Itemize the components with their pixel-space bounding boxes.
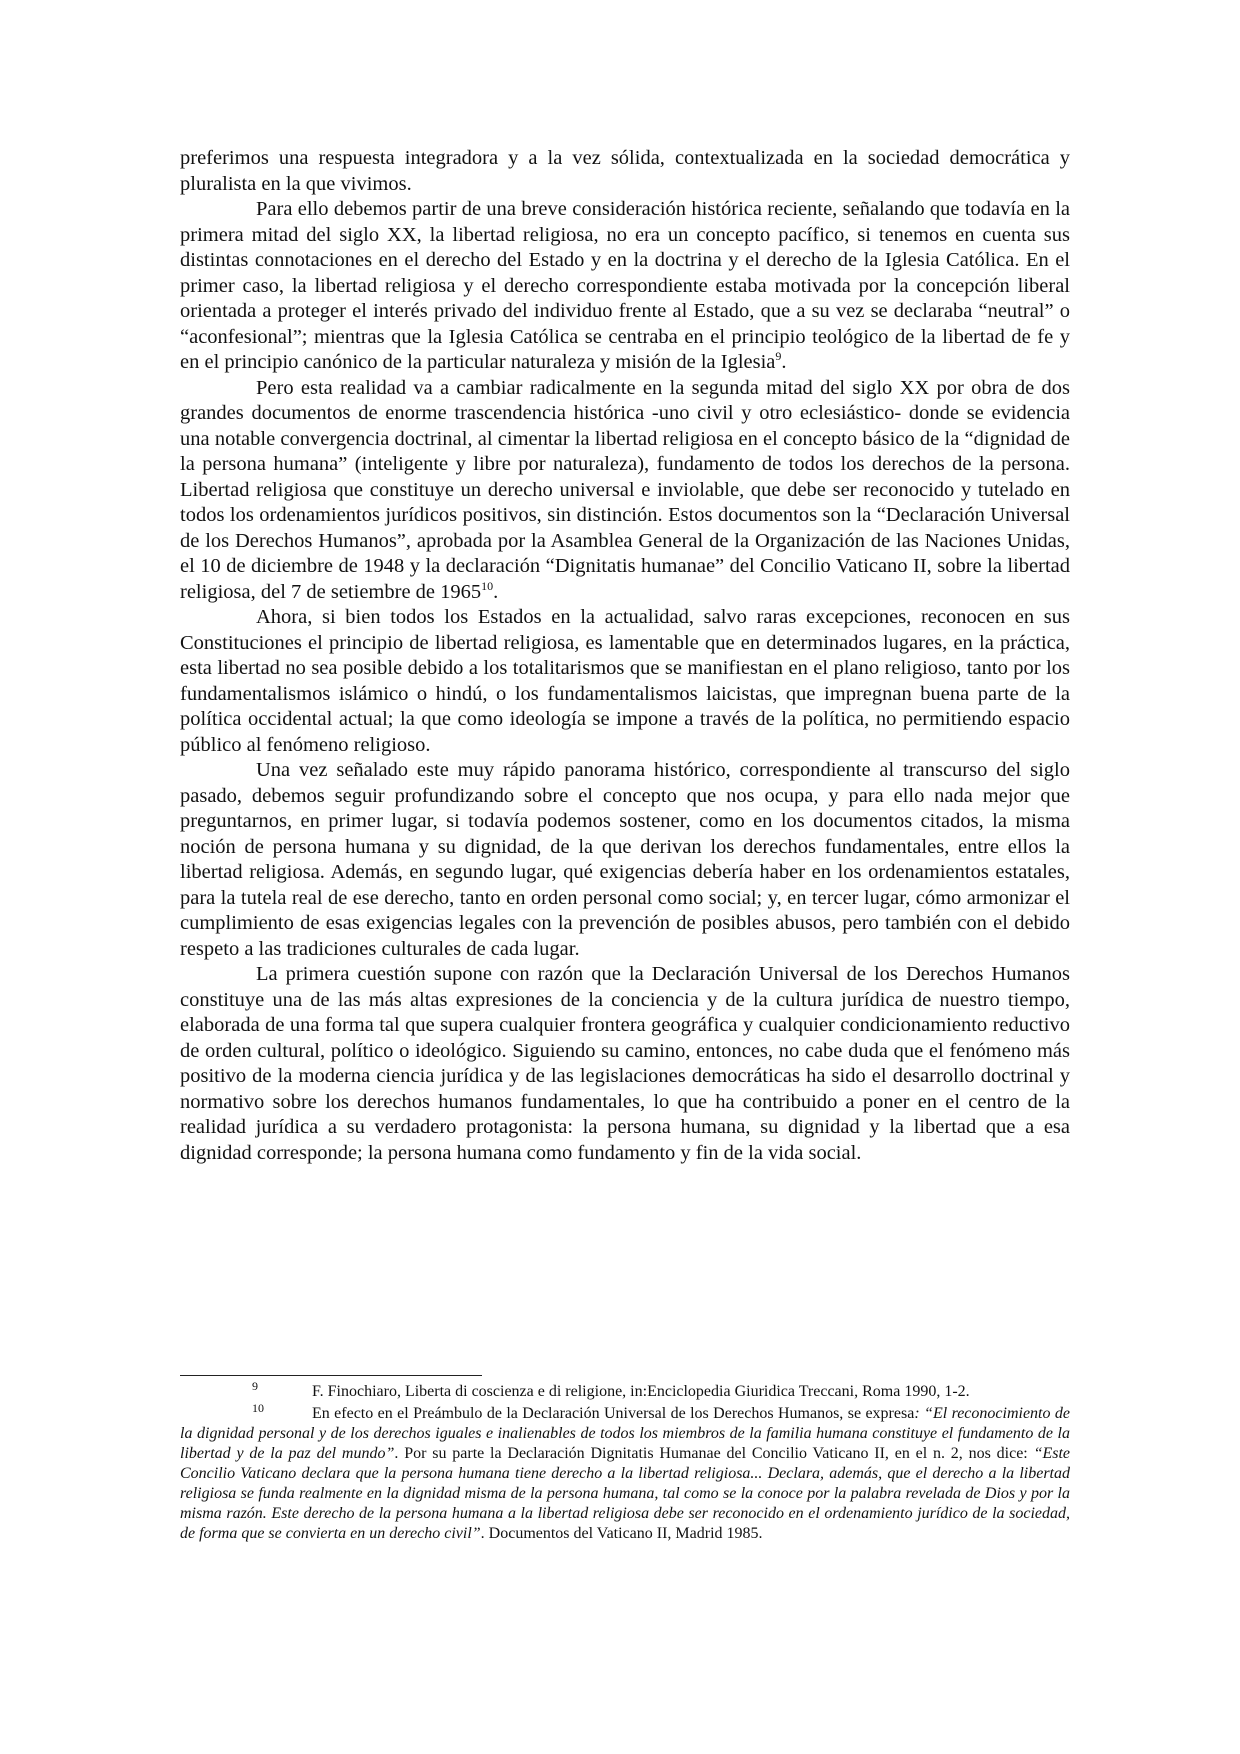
paragraph-3-text: Pero esta realidad va a cambiar radicalmente en la segunda mitad del siglo XX por obra de dos grandes documentos de enorme trascendencia histórica -uno civil y otro eclesiástico- donde se evidencia una notable convergencia doctrinal, al cimentar la libertad religiosa en el concepto básico de la “dignidad de la persona humana” (inteligente y libre por naturaleza), fundamento de todos los derechos de la persona. Libertad religiosa que constituye un derecho universal e inviolable, que debe ser reconocido y tutelado en todos los ordenamientos jurídicos positivos, sin distinción. Estos documentos son la “Declaración Universal de los Derechos Humanos”, aprobada por la Asamblea General de la Organización de las Naciones Unidas, el 10 de diciembre de 1948 y la declaración “Dignitatis humanae” del Concilio Vaticano II, sobre la libertad religiosa, del 7 de setiembre de 1965: [180, 376, 1070, 603]
paragraph-2-text: Para ello debemos partir de una breve consideración histórica reciente, señalando que todavía en la primera mitad del siglo XX, la libertad religiosa, no era un concepto pacífico, si tenemos en cuenta sus distintas connotaciones en el derecho del Estado y en la doctrina y el derecho de la Iglesia Católica. En el primer caso, la libertad religiosa y el derecho correspondiente estaba motivada por la concepción liberal orientada a proteger el interés privado del individuo frente al Estado, que a su vez se declaraba “neutral” o “aconfesional”; mientras que la Iglesia Católica se centraba en el principio teológico de la libertad de fe y en el principio canónico de la particular naturaleza y misión de la Iglesia: [180, 198, 1070, 373]
footnote-10-text-c: . Documentos del Vaticano II, Madrid 1985.: [480, 1525, 763, 1542]
paragraph-2-end: .: [781, 351, 787, 373]
paragraph-3-end: .: [493, 580, 499, 603]
paragraph-2: [180, 197, 1070, 376]
paragraph-4: [180, 605, 1070, 758]
footnote-10-text-a: En efecto en el Preámbulo de la Declaración Universal de los Derechos Humanos, se expresa: [312, 1405, 915, 1422]
footnote-10-quote-1: “El reconocimiento de la dignidad personal y de los derechos iguales e inalienables de todos los miembros de la familia humana constituye el fundamento de la libertad y de la paz del mundo”: [180, 1405, 1071, 1462]
footnote-10-marker: 10: [252, 1401, 264, 1415]
paragraph-6-text: La primera cuestión supone con razón que la Declaración Universal de los Derechos Humanos constituye una de las más altas expresiones de la conciencia y de la cultura jurídica de nuestro tiempo, elaborada de una forma tal que supera cualquier frontera geográfica y cualquier condicionamiento reductivo de orden cultural, político o ideológico. Siguiendo su camino, entonces, no cabe duda que el fenómeno más positivo de la moderna ciencia jurídica y de las legislaciones democráticas ha sido el desarrollo doctrinal y normativo sobre los derechos humanos fundamentales, lo que ha contribuido a poner en el centro de la realidad jurídica a su verdadero protagonista: la persona humana, su dignidad y la libertad que a esa dignidad corresponde; la persona humana como fundamento y fin de la vida social.: [180, 963, 1070, 1164]
document-body: [180, 146, 1070, 1166]
footnote-10: [180, 1401, 1071, 1544]
footnotes: [180, 1379, 1071, 1544]
paragraph-4-text: Ahora, si bien todos los Estados en la actualidad, salvo raras excepciones, reconocen en sus Constituciones el principio de libertad religiosa, es lamentable que en determinados lugares, en la práctica, esta libertad no sea posible debido a los totalitarismos que se manifiestan en el plano religioso, tanto por los fundamentalismos islámico o hindú, o los fundamentalismos laicistas, que impregnan buena parte de la política occidental actual; la que como ideología se impone a través de la política, no permitiendo espacio público al fenómeno religioso.: [180, 606, 1070, 756]
paragraph-1-text: preferimos una respuesta integradora y a la vez sólida, contextualizada en la sociedad democrática y pluralista en la que vivimos.: [180, 147, 1070, 195]
footnote-ref-10[interactable]: 10: [481, 578, 494, 593]
footnote-9-marker: 9: [252, 1379, 258, 1393]
footnote-10-colon: :: [914, 1405, 920, 1422]
footnote-9: [180, 1379, 1070, 1402]
footnote-10-quote-2: “Este Concilio Vaticano declara que la persona humana tiene derecho a la libertad religiosa... Declara, además, que el derecho a la libertad religiosa se funda realmente en la dignidad misma de la persona humana, tal como se la conoce por la palabra revelada de Dios y por la misma razón. Este derecho de la persona humana a la libertad religiosa debe ser reconocido en el ordenamiento jurídico de la sociedad, de forma que se convierta en un derecho civil”: [180, 1445, 1071, 1542]
paragraph-5-text: Una vez señalado este muy rápido panorama histórico, correspondiente al transcurso del siglo pasado, debemos seguir profundizando sobre el concepto que nos ocupa, y para ello nada mejor que preguntarnos, en primer lugar, si todavía podemos sostener, como en los documentos citados, la misma noción de persona humana y su dignidad, de la que derivan los derechos fundamentales, entre ellos la libertad religiosa. Además, en segundo lugar, qué exigencias debería haber en los ordenamientos estatales, para la tutela real de ese derecho, tanto en orden personal como social; y, en tercer lugar, cómo armonizar el cumplimiento de esas exigencias legales con la prevención de posibles abusos, pero también con el debido respeto a las tradiciones culturales de cada lugar.: [180, 759, 1070, 960]
footnote-ref-9[interactable]: 9: [775, 349, 782, 364]
paragraph-1: [180, 146, 1070, 197]
footnote-9-text: F. Finochiaro, Liberta di coscienza e di religione, in:Enciclopedia Giuridica Treccani, Roma 1990, 1-2.: [312, 1383, 970, 1400]
paragraph-5: [180, 758, 1070, 962]
paragraph-3: [180, 376, 1070, 606]
paragraph-6: [180, 962, 1070, 1166]
footnote-10-text-b: . Por su parte la Declaración Dignitatis Humanae del Concilio Vaticano II, en el n. 2, nos dice:: [394, 1445, 1034, 1462]
